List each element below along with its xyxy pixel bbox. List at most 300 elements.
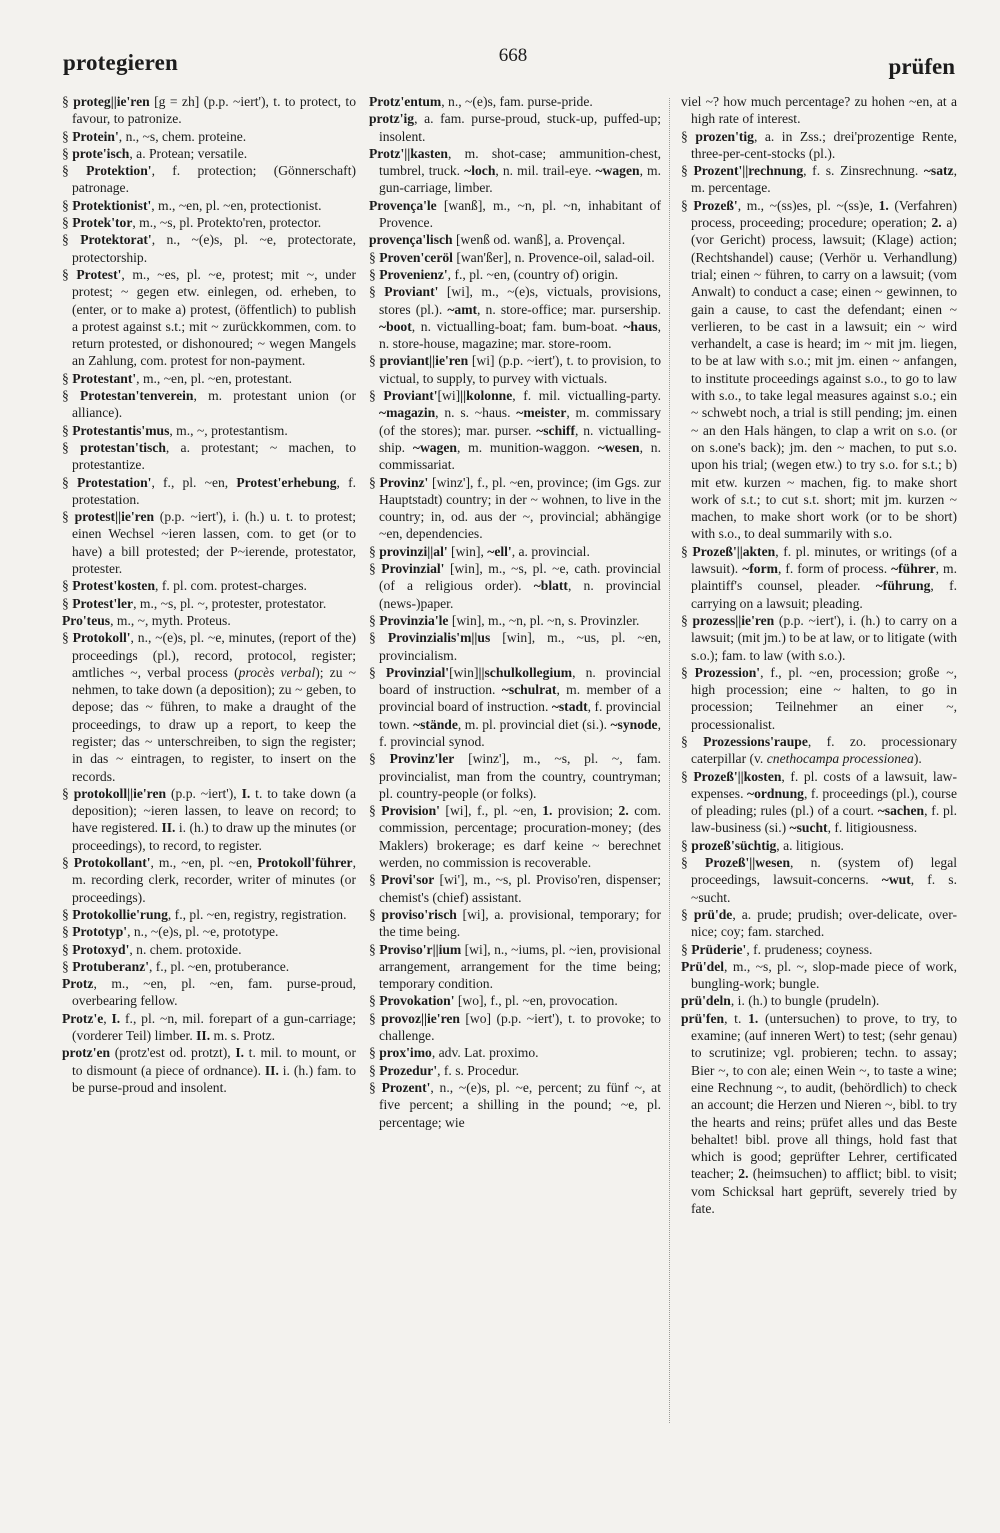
dictionary-entry xyxy=(62,923,356,940)
entry-text: , a. in Zss.; drei'prozentige Rente, three-per-cent-stocks (pl.). xyxy=(691,128,957,161)
dictionary-entry xyxy=(681,543,957,612)
headword: ~wesen xyxy=(597,439,640,455)
entry-text: , m., ~s, pl. Protekto'ren, protector. xyxy=(132,215,322,231)
entry-text: [g = zh] (p.p. ~iert'), t. to protect, to favour, to patronize. xyxy=(72,94,356,127)
dictionary-entry xyxy=(62,93,356,128)
entry-text: , m., ~en, pl. ~en, fam. purse-proud, overbearing fellow. xyxy=(72,976,356,1009)
dictionary-entry xyxy=(681,128,957,163)
entry-text: § xyxy=(62,630,73,646)
headword: Provinz' xyxy=(379,474,429,490)
entry-text: , m., ~es, pl. ~e, protest; mit ~, under protest; ~ gegen etw. einlegen, od. erheben, to (enter, or to make a) protest, (öffentlich) to publish a protest against s.t.; mit ~ zurückkommen, com. to return protested, or dishonoured; ~ wegen Mangels an Zahlung, com. protest for non-payment. xyxy=(72,266,356,369)
headword: I. xyxy=(241,785,251,801)
headword: protz'ig xyxy=(369,111,415,127)
dictionary-entry xyxy=(681,992,957,1009)
entry-text: § xyxy=(62,509,75,525)
entry-text: , n. store-house, magazine; mar. store-room. xyxy=(379,318,661,352)
entry-text: , a. Protean; versatile. xyxy=(129,145,248,161)
entry-text: , m., ~(ss)es, pl. ~(ss)e, xyxy=(737,197,879,213)
entry-text: , f. s. Zinsrechnung. xyxy=(803,163,924,179)
headword: Protek'tor xyxy=(72,215,133,231)
headword: Prozeß'||wesen xyxy=(705,855,791,871)
entry-text: , a. prude; prudish; over-delicate, over-nice; coy; fam. starched. xyxy=(691,906,957,940)
entry-text: § xyxy=(369,543,380,559)
entry-text: , f. s. ~sucht. xyxy=(691,872,957,905)
column-divider xyxy=(669,98,670,1423)
entry-text: § xyxy=(62,232,81,248)
dictionary-entry xyxy=(369,93,661,110)
entry-text: i. (h.) fam. to be purse-proud and insolent. xyxy=(72,1062,356,1095)
headword: prozeß'süchtig xyxy=(691,837,777,853)
headword: prü'fen xyxy=(681,1010,725,1026)
dictionary-entry xyxy=(62,1010,356,1045)
headword: II. xyxy=(196,1028,211,1044)
entry-text: [wi] xyxy=(437,388,461,404)
entry-text: § xyxy=(369,612,380,628)
dictionary-entry xyxy=(681,93,957,128)
headword: ~wut xyxy=(881,872,911,888)
headword: Provinzialis'm||us xyxy=(387,630,491,646)
entry-text: , m. recording clerk, recorder, writer of minutes (or proceedings). xyxy=(72,855,356,905)
dictionary-entry xyxy=(681,837,957,854)
dictionary-entry xyxy=(62,595,356,612)
headword: Protektion' xyxy=(86,163,152,179)
headword: Protestantis'mus xyxy=(72,422,170,438)
entry-text: [win], m., ~s, pl. ~e, cath. provincial (of a religious order). xyxy=(379,561,661,594)
headword: Proven'ceröl xyxy=(379,249,453,265)
dictionary-entry xyxy=(369,664,661,750)
entry-text: (protz'est od. protzt), xyxy=(110,1045,236,1061)
entry-text: § xyxy=(369,906,382,922)
dictionary-entry xyxy=(681,958,957,993)
italic-text: procès verbal xyxy=(238,664,316,680)
dictionary-entry xyxy=(369,1010,661,1045)
headword: Provinzia'le xyxy=(379,612,449,628)
entry-text: , f., pl. ~en, (country of) origin. xyxy=(447,266,619,282)
headword: prü'de xyxy=(693,906,733,922)
entry-text: , m., ~, myth. Proteus. xyxy=(110,612,231,628)
entry-text: § xyxy=(62,266,77,282)
dictionary-entry xyxy=(681,162,957,197)
headword: protest||ie'ren xyxy=(74,509,155,525)
italic-text: cnethocampa processionea xyxy=(766,751,914,767)
dictionary-entry xyxy=(369,110,661,145)
entry-text: § xyxy=(681,128,696,144)
entry-text: , m. percentage. xyxy=(691,163,957,196)
dictionary-entry xyxy=(369,1079,661,1131)
dictionary-entry xyxy=(681,612,957,664)
entry-text: , n. store-office; mar. pursership. xyxy=(477,301,661,317)
headword: ~magazin xyxy=(379,405,436,421)
dictionary-entry xyxy=(62,508,356,577)
entry-text: , m., ~en, pl. ~en, xyxy=(150,855,258,871)
headword: ~satz xyxy=(923,163,954,179)
entry-text: (p.p. ~iert'), i. (h.) to carry on a lawsuit; (mit jm.) to be at law, or to litigate (with s.o.); fam. to law (with s.o.). xyxy=(691,612,957,663)
entry-text: , f. proceedings (pl.), course of pleading; rules (pl.) of a court. xyxy=(691,785,957,819)
headword: Protz xyxy=(62,976,94,992)
entry-text: , a. fam. purse-proud, stuck-up, puffed-up; insolent. xyxy=(379,111,661,144)
headword: protestan'tisch xyxy=(80,439,166,455)
dictionary-entry xyxy=(681,733,957,768)
entry-text: § xyxy=(369,1045,380,1061)
headword: ~stadt xyxy=(551,699,588,715)
entry-text: i. (h.) to draw up the minutes (or proceedings), to record, to register. xyxy=(72,820,356,853)
entry-text: § xyxy=(62,128,73,144)
entry-text: [win] xyxy=(449,664,479,680)
headword: Prozeß' xyxy=(693,197,738,213)
entry-text: , n., ~(e)s, pl. ~e, percent; zu fünf ~, at five percent; a shilling in the pound; ~e, pl. percentage; wie xyxy=(379,1079,661,1130)
entry-text: , a. litigious. xyxy=(776,837,844,853)
entry-text: § xyxy=(681,837,692,853)
headword: Proviso'r||ium xyxy=(379,941,462,957)
entry-text: § xyxy=(62,785,74,801)
entry-text: , m. shot-case; ammunition-chest, tumbrel, truck. xyxy=(379,145,661,179)
entry-text: , f. provincial synod. xyxy=(379,716,661,749)
dictionary-entry xyxy=(369,543,661,560)
dictionary-entry xyxy=(369,283,661,352)
headword: Provenienz' xyxy=(379,266,448,282)
headword: provoz||ie'ren xyxy=(381,1010,460,1026)
headword: Prozession' xyxy=(694,664,761,680)
headword: Protektionist' xyxy=(72,197,152,213)
headword: Protest'ler xyxy=(72,595,134,611)
entry-text: § xyxy=(62,906,73,922)
entry-text: § xyxy=(369,872,381,888)
headword: ~loch xyxy=(464,163,496,179)
entry-text: , f., pl. ~en, procession; große ~, high procession; eine ~ halten, to go in procession; Teilnehmer an einer ~, processionalist. xyxy=(691,664,957,732)
dictionary-entry xyxy=(369,560,661,612)
headword: Provinz'ler xyxy=(389,751,455,767)
entry-text: , m. protestant union (or alliance). xyxy=(72,388,356,421)
headword: ~schulrat xyxy=(501,682,557,698)
entry-text: § xyxy=(681,543,693,559)
headword: ~synode xyxy=(610,716,658,732)
dictionary-entry xyxy=(62,162,356,197)
entry-text: § xyxy=(369,803,382,819)
headword: prote'isch xyxy=(72,145,130,161)
dictionary-entry xyxy=(369,249,661,266)
entry-text: , n., ~(e)s, pl. ~e, minutes, (report of the) proceedings (pl.), record, protocol, register; amtliches ~, verbal process ( xyxy=(72,630,356,680)
entry-text: t. mil. to mount, or to dismount (a piece of ordnance). xyxy=(72,1045,356,1078)
entry-text: , n. mil. trail-eye. xyxy=(495,163,596,179)
headword: provença'lisch xyxy=(369,232,453,248)
entry-text: , m., ~s, pl. ~, slop-made piece of work, bungling-work; bungle. xyxy=(691,958,957,992)
dictionary-entry xyxy=(369,266,661,283)
entry-text: [wo], f., pl. ~en, provocation. xyxy=(454,993,618,1009)
entry-text: § xyxy=(369,630,388,646)
dictionary-entry xyxy=(62,906,356,923)
headword: Protestant' xyxy=(72,370,137,386)
headword: ~haus xyxy=(623,318,658,334)
headword: ||kolonne xyxy=(460,388,513,404)
entry-text: , m. member of a provincial board of instruction. xyxy=(379,682,661,715)
entry-text: viel ~? how much percentage? zu hohen ~en, at a high rate of interest. xyxy=(681,94,957,127)
headword: ~stände xyxy=(413,716,458,732)
headword: ~führung xyxy=(875,578,931,594)
headword: prozess||ie'ren xyxy=(692,612,775,628)
entry-text: [wanß], m., ~n, pl. ~n, inhabitant of Provence. xyxy=(379,197,661,231)
entry-text: , f., pl. ~en, protuberance. xyxy=(148,958,290,974)
entry-text: m. s. Protz. xyxy=(210,1028,276,1044)
headword: Protest'erhebung xyxy=(236,474,337,490)
dictionary-entry xyxy=(681,906,957,941)
headword: ~wagen xyxy=(595,163,640,179)
entry-text: § xyxy=(681,197,694,213)
entry-text: § xyxy=(681,941,692,957)
dictionary-entry xyxy=(369,871,661,906)
headword: prozen'tig xyxy=(695,128,754,144)
dictionary-entry xyxy=(62,474,356,509)
entry-text: , n. s. ~haus. xyxy=(435,405,517,421)
headword: Protektorat' xyxy=(80,232,152,248)
headword: Provi'sor xyxy=(380,872,435,888)
entry-text: , f. protection; (Gönnerschaft) patronage. xyxy=(72,163,356,196)
entry-text: § xyxy=(369,388,384,404)
headword: ~führer xyxy=(891,561,936,577)
entry-text: [wi'], m., ~s, pl. Proviso'ren, dispenser; chemist's (chief) assistant. xyxy=(379,872,661,905)
entry-text: , f. protestation. xyxy=(72,474,356,507)
entry-text: § xyxy=(62,474,77,490)
dictionary-entry xyxy=(681,768,957,837)
entry-text: § xyxy=(62,94,74,109)
entry-text: , xyxy=(103,1010,112,1026)
dictionary-entry xyxy=(681,1010,957,1218)
headword: ~schiff xyxy=(536,422,575,438)
entry-text: , n. victualling-ship. xyxy=(379,422,661,455)
entry-text: , f. pl. com. protest-charges. xyxy=(155,578,307,594)
headword: prox'imo xyxy=(379,1045,432,1061)
headword: 1. xyxy=(748,1010,759,1026)
entry-text: § xyxy=(681,163,694,179)
headword: 1. xyxy=(542,803,553,819)
column-1 xyxy=(62,93,356,1513)
left-guide-word: protegieren xyxy=(63,50,179,75)
headword: Prototyp' xyxy=(72,924,128,940)
headword: Protokollie'rung xyxy=(72,906,168,922)
dictionary-entry xyxy=(369,352,661,387)
headword: Protz'entum xyxy=(369,94,442,109)
dictionary-entry xyxy=(369,1062,661,1079)
dictionary-entry xyxy=(62,958,356,975)
entry-text: [win], xyxy=(447,543,488,559)
headword: Protestan'tenverein xyxy=(79,388,194,404)
dictionary-entry xyxy=(62,128,356,145)
headword: ~meister xyxy=(516,405,567,421)
dictionary-entry xyxy=(369,231,661,248)
entry-text: , f. provincial town. xyxy=(379,699,661,732)
headword: ~ell' xyxy=(487,543,512,559)
entry-text: § xyxy=(681,855,706,871)
headword: proteg||ie'ren xyxy=(73,94,150,109)
headword: proviant||ie'ren xyxy=(379,353,469,369)
headword: Prüderie' xyxy=(691,941,747,957)
headword: 1. xyxy=(878,197,889,213)
headword: Provinzial' xyxy=(381,561,445,577)
entry-text: , a. provincial. xyxy=(511,543,590,559)
entry-text: , f. litigiousness. xyxy=(827,820,918,836)
entry-text: , n. chem. protoxide. xyxy=(129,941,242,957)
entry-text: § xyxy=(369,353,380,369)
headword: ~sucht xyxy=(789,820,828,836)
headword: prü'deln xyxy=(681,993,731,1009)
headword: Protokoll' xyxy=(72,630,131,646)
entry-text: § xyxy=(369,1010,382,1026)
entry-text: § xyxy=(681,768,694,784)
headword: Prozessions'raupe xyxy=(703,733,808,749)
entry-text: § xyxy=(369,751,390,767)
headword: Protz'e xyxy=(62,1010,104,1026)
headword: Prozent'||rechnung xyxy=(693,163,804,179)
entry-text: § xyxy=(62,215,73,231)
dictionary-entry xyxy=(369,145,661,197)
entry-text: § xyxy=(369,249,380,265)
entry-text: , f. s. Procedur. xyxy=(437,1062,520,1078)
headword: Prozeß'||kosten xyxy=(693,768,782,784)
page-number: 668 xyxy=(498,45,528,66)
headword: ~ordnung xyxy=(747,785,804,801)
headword: proviso'risch xyxy=(381,906,457,922)
column-2 xyxy=(369,93,661,1513)
entry-text: , n. victualling-boat; fam. bum-boat. xyxy=(411,318,624,334)
entry-text: , f. zo. processionary caterpillar (v. xyxy=(691,733,957,767)
entry-text: , m., ~, protestantism. xyxy=(169,422,288,438)
dictionary-entry xyxy=(62,629,356,785)
entry-text: § xyxy=(369,941,380,957)
dictionary-entry xyxy=(62,197,356,214)
headword: ~wagen xyxy=(412,439,457,455)
headword: ~blatt xyxy=(533,578,568,594)
dictionary-entry xyxy=(62,439,356,474)
entry-text: , n., ~s, chem. proteine. xyxy=(118,128,247,144)
headword: Protein' xyxy=(72,128,119,144)
dictionary-entry xyxy=(62,612,356,629)
headword: protokoll||ie'ren xyxy=(73,785,167,801)
entry-text: [wan'ßer], n. Provence-oil, salad-oil. xyxy=(452,249,655,265)
dictionary-entry xyxy=(681,197,957,543)
headword: I. xyxy=(235,1045,245,1061)
entry-text: § xyxy=(369,284,385,300)
headword: protz'en xyxy=(62,1045,111,1061)
entry-text: § xyxy=(369,1079,382,1095)
headword: Proviant' xyxy=(384,284,439,300)
dictionary-entry xyxy=(369,992,661,1009)
entry-text: § xyxy=(62,145,73,161)
dictionary-entry xyxy=(369,750,661,802)
entry-text: , f. pl. minutes, or writings (of a lawsuit). xyxy=(691,543,957,577)
entry-text: § xyxy=(369,664,386,680)
entry-text: , m. pl. provincial diet (si.). xyxy=(457,716,611,732)
entry-text: , n. commissariat. xyxy=(379,439,661,473)
entry-text: t. to take down (a deposition); ~ieren lassen, to leave on record; to have registered. xyxy=(72,785,356,836)
headword: Prü'del xyxy=(681,958,725,974)
headword: Protest' xyxy=(76,266,122,282)
entry-text: , m., ~en, pl. ~en, protestant. xyxy=(136,370,293,386)
entry-text: ); zu ~ nehmen, to take down (a deposition); zu ~ geben, to depose; das ~ führen, to make a draught of the proceedings, to draw up a report, to keep the register; das ~ unterschreiben, to sign the register; in das ~ eintragen, to register, to insert on the records. xyxy=(72,664,356,784)
dictionary-entry xyxy=(62,214,356,231)
dictionary-entry xyxy=(62,785,356,854)
entry-text: § xyxy=(62,958,73,974)
headword: I. xyxy=(111,1010,121,1026)
dictionary-entry xyxy=(369,1044,661,1061)
dictionary-entry xyxy=(369,197,661,232)
entry-text: (Verfahren) process, proceeding; procedure; operation; xyxy=(691,197,957,231)
dictionary-entry xyxy=(369,802,661,871)
entry-text: , m. gun-carriage, limber. xyxy=(379,163,661,196)
headword: ~amt xyxy=(447,301,478,317)
dictionary-entry xyxy=(62,941,356,958)
headword: Protz'||kasten xyxy=(369,145,448,161)
entry-text: [wi], n., ~iums, pl. ~ien, provisional arrangement, arrangement for the time being; temporary condition. xyxy=(379,941,661,992)
headword: Provinzial' xyxy=(385,664,450,680)
entry-text: § xyxy=(62,439,81,455)
entry-text: § xyxy=(62,924,73,940)
headword: II. xyxy=(161,820,176,836)
entry-text: [wi], a. provisional, temporary; for the time being. xyxy=(379,906,661,940)
entry-text: , f. pl. costs of a lawsuit, law-expenses. xyxy=(691,768,957,801)
entry-text: § xyxy=(681,664,695,680)
headword: Protuberanz' xyxy=(72,958,149,974)
dictionary-entry xyxy=(62,370,356,387)
entry-text: , n. provincial (news-)paper. xyxy=(379,578,661,611)
headword: Protoxyd' xyxy=(72,941,130,957)
entry-text: (heimsuchen) to afflict; bibl. to visit; vom Schicksal hart geprüft, severely tried by fate. xyxy=(691,1166,957,1216)
entry-text: § xyxy=(62,855,74,871)
dictionary-entry xyxy=(62,266,356,370)
dictionary-entry xyxy=(369,906,661,941)
entry-text: [win], m., ~n, pl. ~n, s. Provinzler. xyxy=(448,612,640,628)
entry-text: f., pl. ~n, mil. forepart of a gun-carriage; (vorderer Teil) limber. xyxy=(72,1010,356,1044)
entry-text: § xyxy=(369,561,382,577)
dictionary-entry xyxy=(681,854,957,906)
column-3 xyxy=(681,93,957,1513)
entry-text: , adv. Lat. proximo. xyxy=(431,1045,539,1061)
entry-text: , n., ~(e)s, fam. purse-pride. xyxy=(441,94,593,109)
dictionary-entry xyxy=(369,612,661,629)
entry-text: (untersuchen) to prove, to try, to examine; (auf inneren Wert) to test; (sehr genau) to scrutinize; vgl. probieren; techn. to assay; Bier ~, to con ale; einen Wein ~, to taste a wine; eine Rechnung ~, to audit, (behördlich) to check an account; die Herzen und Nieren ~, bibl. to try the hearts and reins; prüfet alles und das Beste behaltet! bibl. prove all things, hold fast that which is good; geprüfter Lehrer, certificated teacher; xyxy=(691,1010,957,1182)
entry-text: § xyxy=(681,612,693,628)
entry-text: , f. mil. victualling-party. xyxy=(512,388,661,404)
headword: ~boot xyxy=(379,318,412,334)
entry-text: , n. provincial board of instruction. xyxy=(379,664,661,698)
entry-text: § xyxy=(62,388,80,404)
headword: ||schulkollegium xyxy=(478,664,573,680)
entry-text: § xyxy=(369,474,380,490)
entry-text: , n., ~(e)s, pl. ~e, prototype. xyxy=(127,924,279,940)
dictionary-entry xyxy=(62,145,356,162)
dictionary-entry xyxy=(681,941,957,958)
headword: ~sachen xyxy=(877,803,925,819)
entry-text: , n. (system of) legal proceedings, lawsuit-concerns. xyxy=(691,855,957,888)
headword: Prozedur' xyxy=(379,1062,438,1078)
entry-text: , f. pl. law-business (si.) xyxy=(691,803,957,836)
entry-text: , f. prudeness; coyness. xyxy=(746,941,873,957)
headword: Protokoll'führer xyxy=(257,855,353,871)
entry-text: , m., ~en, pl. ~en, protectionist. xyxy=(151,197,322,213)
entry-text: ). xyxy=(913,751,922,767)
headword: Protestation' xyxy=(76,474,152,490)
right-guide-word: prüfen xyxy=(888,54,955,79)
headword: 2. xyxy=(618,803,629,819)
entry-text: , m. plaintiff's counsel, pleader. xyxy=(691,561,957,594)
entry-text: § xyxy=(681,906,694,922)
dictionary-entry xyxy=(369,629,661,664)
dictionary-entry xyxy=(62,975,356,1010)
dictionary-entry xyxy=(62,577,356,594)
entry-text: , m. commissary (of the stores); mar. purser. xyxy=(379,405,661,438)
entry-text: (p.p. ~iert'), i. (h.) u. t. to protest; einen Wechsel ~ieren lassen, com. to get (or to have) a bill protested; der P~ierende, protestator, protester. xyxy=(72,509,356,577)
entry-text: [win], m., ~us, pl. ~en, provincialism. xyxy=(379,630,661,663)
entry-text: , n., ~(e)s, pl. ~e, protectorate, protectorship. xyxy=(72,232,356,265)
entry-text: , f., pl. ~en, registry, registration. xyxy=(167,906,347,922)
